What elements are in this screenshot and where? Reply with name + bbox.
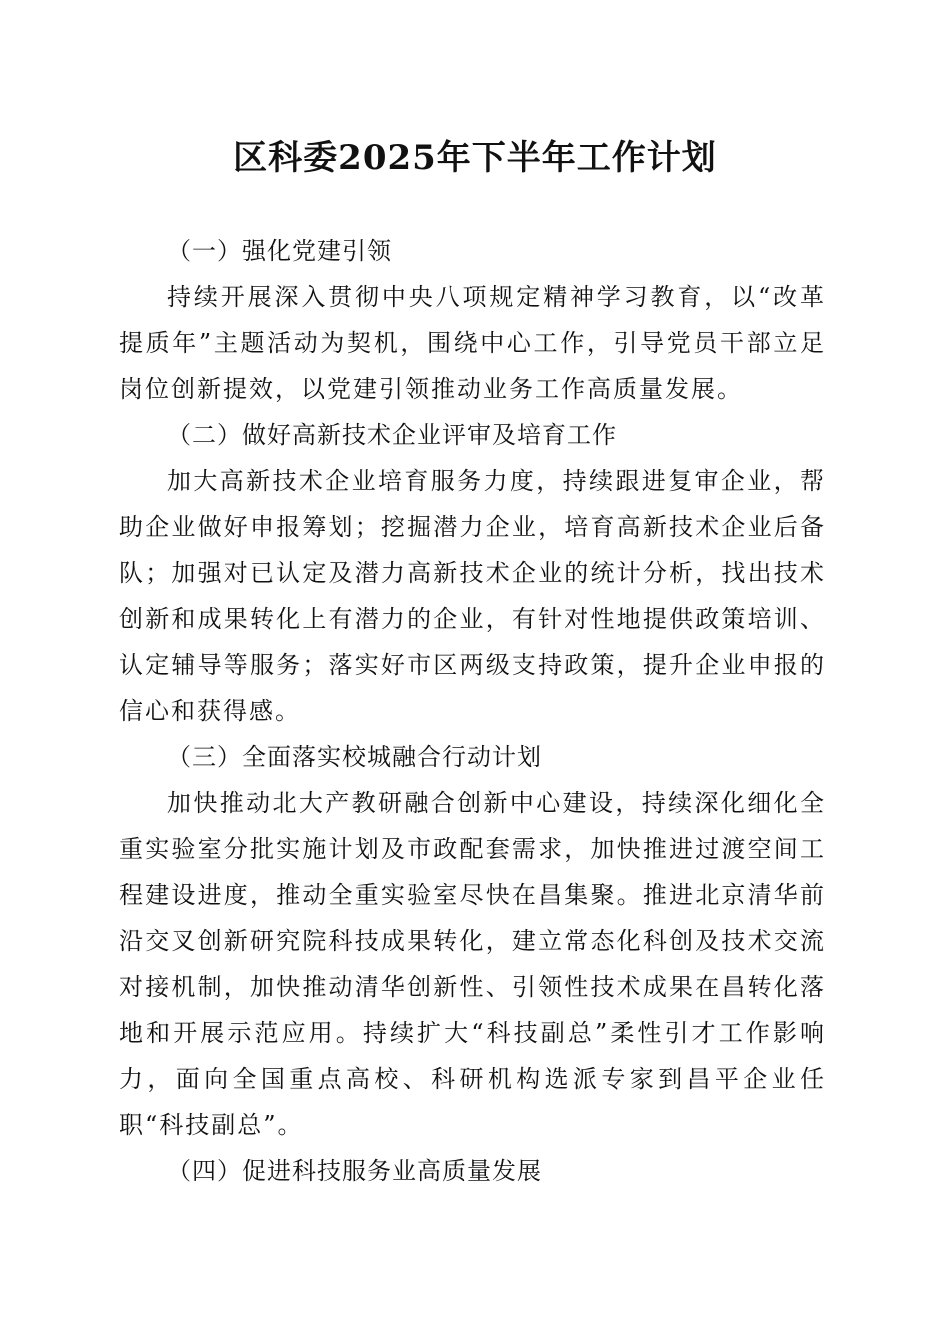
section-heading-3: （三）全面落实校城融合行动计划 [167, 743, 542, 771]
section-heading-4: （四）促进科技服务业高质量发展 [167, 1157, 542, 1185]
section-paragraph-2: 加大高新技术企业培育服务力度，持续跟进复审企业，帮助企业做好申报筹划；挖掘潜力企业，培育高新技术企业后备队；加强对已认定及潜力高新技术企业的统计分析，找出技术创新和成果转化上有潜力的企业，有针对性地提供政策培训、认定辅导等服务；落实好市区两级支持政策，提升企业申报的信心和获得感。 [119, 467, 826, 725]
document-title: 区科委2025年下半年工作计划 [233, 138, 717, 178]
section-heading-1: （一）强化党建引领 [167, 237, 392, 265]
document-body [119, 228, 826, 1194]
section-heading-2: （二）做好高新技术企业评审及培育工作 [167, 421, 617, 449]
section-paragraph-1: 持续开展深入贯彻中央八项规定精神学习教育，以“改革提质年”主题活动为契机，围绕中心工作，引导党员干部立足岗位创新提效，以党建引领推动业务工作高质量发展。 [119, 283, 826, 403]
section-paragraph-3: 加快推动北大产教研融合创新中心建设，持续深化细化全重实验室分批实施计划及市政配套需求，加快推进过渡空间工程建设进度，推动全重实验室尽快在昌集聚。推进北京清华前沿交叉创新研究院科技成果转化，建立常态化科创及技术交流对接机制，加快推动清华创新性、引领性技术成果在昌转化落地和开展示范应用。持续扩大“科技副总”柔性引才工作影响力，面向全国重点高校、科研机构选派专家到昌平企业任职“科技副总”。 [119, 789, 826, 1139]
